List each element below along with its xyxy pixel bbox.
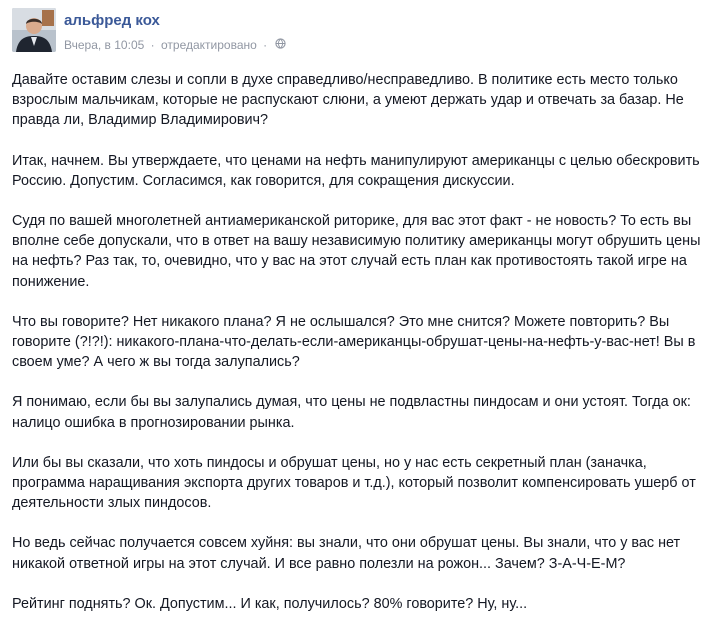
globe-icon[interactable] xyxy=(275,38,286,52)
post-paragraph: Я понимаю, если бы вы залупались думая, что цены не подвластны пиндосам и они устоят. Тогда ок: налицо ошибка в прогнозировании рынка. xyxy=(12,394,691,431)
edited-label[interactable]: отредактировано xyxy=(160,37,257,52)
post-meta xyxy=(64,37,286,52)
author-avatar[interactable] xyxy=(12,8,56,52)
post-paragraph: Итак, начнем. Вы утверждаете, что ценами на нефть манипулируют американцы с целью обескровить Россию. Допустим. Согласимся, как говорится, для сокращения дискуссии. xyxy=(12,152,700,189)
post-body xyxy=(12,70,706,634)
post-paragraph: Но ведь сейчас получается совсем хуйня: вы знали, что они обрушат цены. Вы знали, что у вас нет никакой ответной игры на этот случай. И все равно полезли на рожон... Зачем? З-А-Ч-Е-М? xyxy=(12,535,681,572)
post-paragraph: Что вы говорите? Нет никакого плана? Я не ослышался? Это мне снится? Можете повторить? Вы говорите (?!?!): никакого-плана-что-делать-если-американцы-обрушат-цены-на-нефть-у-вас-нет! Вы в своем уме? А чего ж вы тогда залупались? xyxy=(12,313,696,371)
post-paragraph: Давайте оставим слезы и сопли в духе справедливо/несправедливо. В политике есть место только взрослым мальчикам, которые не распускают слюни, а умеют держать удар и отвечать за базар. Не правда ли, Владимир Владимирович? xyxy=(12,72,684,129)
post-paragraph: Судя по вашей многолетней антиамериканской риторике, для вас этот факт - не новость? То есть вы вполне себе допускали, что в ответ на вашу независимую политику американцы могут обрушить цены на нефть? Раз так, то, очевидно, что у вас на этот случай есть план как противостоять такой игре на понижение. xyxy=(12,213,701,290)
post-timestamp[interactable]: Вчера, в 10:05 xyxy=(64,37,145,52)
meta-separator: · xyxy=(150,37,155,52)
meta-separator: · xyxy=(263,37,268,52)
post-paragraph: Рейтинг поднять? Ок. Допустим... И как, получилось? 80% говорите? Ну, ну... xyxy=(12,595,528,612)
author-name-link[interactable]: альфред кох xyxy=(64,12,160,29)
post-paragraph: Или бы вы сказали, что хоть пиндосы и обрушат цены, но у нас есть секретный план (заначка, программа наращивания экспорта других товаров и т.д.), который позволит компенсировать ушерб от деятельности злых пиндосов. xyxy=(12,454,696,512)
